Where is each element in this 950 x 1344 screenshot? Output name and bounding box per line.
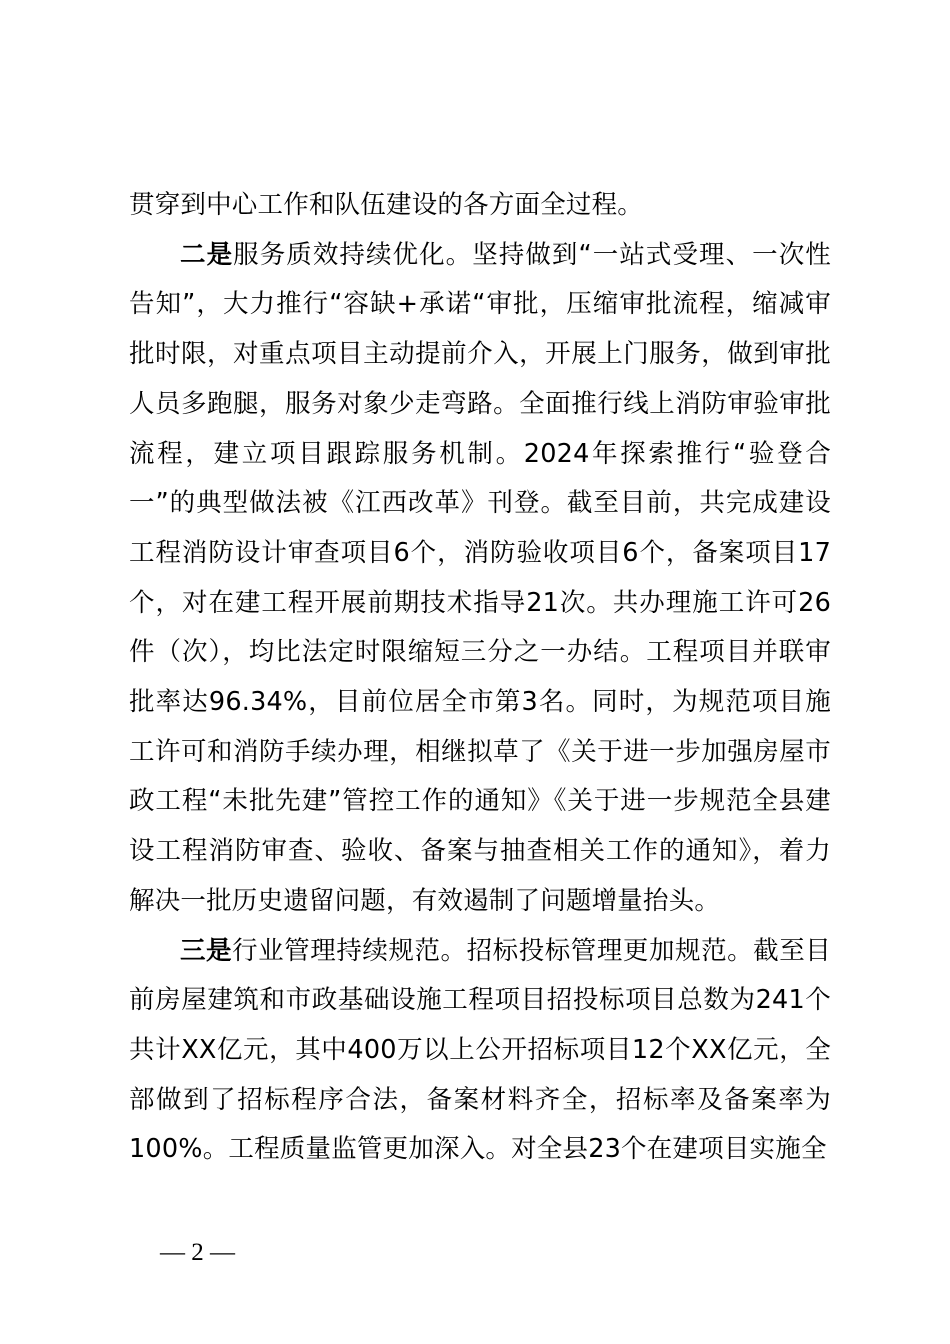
paragraph-lead: 三是 [180,935,233,966]
paragraph-industry-management [129,927,831,1176]
paragraph-text: 服务质效持续优化。坚持做到“一站式受理、一次性告知”，大力推行“容缺+承诺“审批，压缩审批流程，缩减审批时限，对重点项目主动提前介入，开展上门服务，做到审批人员多跑腿，服务对象少走弯路。全面推行线上消防审验审批流程，建立项目跟踪服务机制。2024年探索推行“验登合一”的典型做法被《江西改革》刊登。截至目前，共完成建设工程消防设计审查项目6个，消防验收项目6个，备案项目17个，对在建工程开展前期技术指导21次。共办理施工许可26件（次），均比法定时限缩短三分之一办结。工程项目并联审批率达96.34%，目前位居全市第3名。同时，为规范项目施工许可和消防手续办理，相继拟草了《关于进一步加强房屋市政工程“未批先建”管控工作的通知》《关于进一步规范全县建设工程消防审查、验收、备案与抽查相关工作的通知》，着力解决一批历史遗留问题，有效遏制了问题增量抬头。 [129,239,832,916]
page-number: — 2 — [160,1239,235,1266]
paragraph-lead: 二是 [180,239,234,270]
paragraph-text: 贯穿到中心工作和队伍建设的各方面全过程。 [129,190,644,220]
paragraph-service-quality [129,231,831,927]
paragraph-text: 行业管理持续规范。招标投标管理更加规范。截至目前房屋建筑和市政基础设施工程项目招投标项目总数为241个共计XX亿元，其中400万以上公开招标项目12个XX亿元，全部做到了招标程序合法，备案材料齐全，招标率及备案率为100%。工程质量监管更加深入。对全县23个在建项目实施全 [129,935,831,1165]
document-body [129,181,831,1175]
paragraph-continuation [129,181,831,231]
